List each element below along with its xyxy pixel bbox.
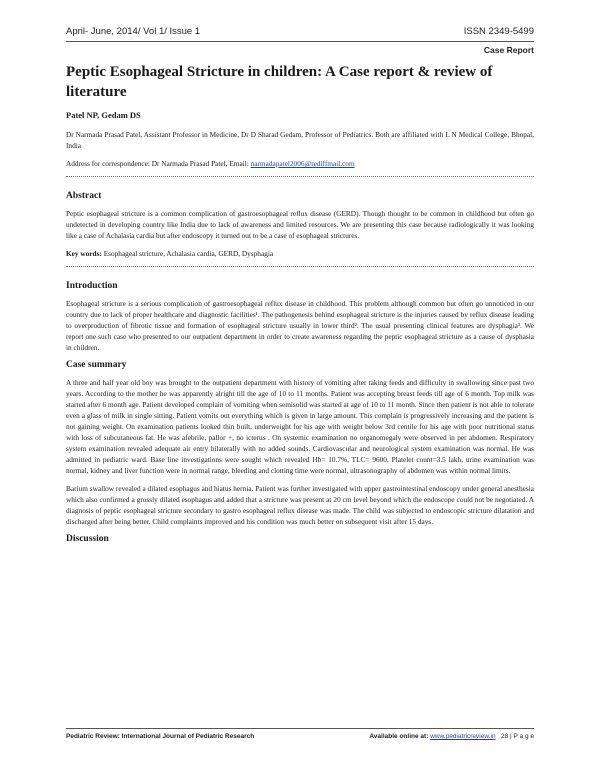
case-summary-heading: Case summary bbox=[66, 360, 127, 370]
journal-name: Pediatric Review: International Journal of Pediatric Research bbox=[66, 733, 255, 740]
correspondence bbox=[66, 158, 534, 169]
correspondence-label: Address for correspondence: Dr Narmada Prasad Patel, Email: bbox=[66, 159, 251, 168]
issn: ISSN 2349-5499 bbox=[463, 26, 534, 37]
header-rule bbox=[66, 41, 534, 42]
dotted-divider bbox=[66, 266, 534, 267]
case-summary-para-1: A three and half year old boy was brought to the outpatient department with history of vomiting after taking feeds and difficulty in swallowing since past two years. According to the mother he was apparently alright till the age of 10 to 11 months. Patient was accepting breast feeds till age of 6 month. Top milk was started after 6 month age. Patient developed complain of vomiting when semisolid was started at age of 10 to 11 month. Since then patient is not able to tolerate even a glass of milk in single sitting. Patient vomits out everything which is given in large amount. This complain is progressively increasing and the patient is not gaining weight. On examination patients looked thin built, underweight for his age with weight below 3rd centile for his age with poor nutritional status with loss of subcutaneous fat. He was afebrile, pallor +, no icterus . On systemic examination no organomegaly were observed in per abdomen. Respiratory system examination revealed adequate air entry bilaterally with no added sounds. Cardiovascular and neurological system examination was normal. He was admitted in pediatric ward. Base line investigations were sought which revealed Hb= 10.7%, TLC= 9600, Platelet count=3.5 lakh, urine examination was normal, kidney and liver function were in normal range, bleeding and clotting time were normal, ultrasonography of abdomen was within normal limits. bbox=[66, 378, 534, 475]
footer-right bbox=[369, 733, 534, 740]
case-summary-para-2: Barium swallow revealed a dilated esophagus and hiatus hernia. Patient was further investigated with upper gastrointestinal endoscopy under general anesthesia which also confirmed a grossly dilated esophagus and added that a stricture was present at 20 cm level beyond which the endoscope could not be negotiated. A diagnosis of peptic esophageal stricture secondary to gastro esophageal reflux disease was made. The child was subjected to endoscopic stricture dilatation and discharged after being better. Child complaints improved and his condition was much better on subsequent visit after 15 days. bbox=[66, 484, 534, 526]
abstract-heading: Abstract bbox=[66, 191, 102, 201]
abstract-text: Peptic esophageal stricture is a common complication of gastroesophageal reflux disease (GERD). Though thought to be common in childhood but often go undetected in developing country like India due to lack of awareness and limited resources. We are presenting this case because radiologically it was looking like a case of Achalasia cardia but after endoscopy it turned out to be a case of esophageal strictures. bbox=[66, 209, 534, 240]
introduction-heading: Introduction bbox=[66, 281, 118, 291]
article-title: Peptic Esophageal Stricture in children: A Case report & review of literature bbox=[66, 64, 493, 100]
article-body bbox=[66, 62, 534, 551]
authors: Patel NP, Gedam DS bbox=[66, 110, 141, 120]
article-type: Case Report bbox=[483, 45, 534, 55]
correspondence-email-link[interactable]: narmadapatel2006@rediffmail.com bbox=[250, 159, 355, 168]
keywords-list: Esophageal stricture, Achalasia cardia, GERD, Dysphagia bbox=[101, 249, 274, 258]
discussion-heading: Discussion bbox=[66, 534, 109, 544]
dotted-divider bbox=[66, 176, 534, 177]
available-label: Available online at: bbox=[369, 733, 431, 740]
journal-url-link[interactable]: www.pediatricreview.in bbox=[430, 733, 496, 740]
issue-info: April- June, 2014/ Vol 1/ Issue 1 bbox=[66, 26, 201, 37]
keywords-label: Key words: bbox=[66, 249, 102, 258]
keywords bbox=[66, 248, 534, 259]
page-number: 28 | P a g e bbox=[500, 733, 534, 740]
affiliation: Dr Narmada Prasad Patel, Assistant Professor in Medicine, Dr D Sharad Gedam, Professor of Pediatrics. Both are affiliated with L N Medical College, Bhopal, India bbox=[66, 130, 534, 150]
introduction-text: Esophageal stricture is a serious complication of gastroesophageal reflux disease in childhood. This problem although common but often go unnoticed in our country due to lack of proper healthcare and diagnostic facilities¹. The pathogenesis behind esophageal stricture is the injuries caused by reflux disease leading to overproduction of fibrotic tissue and formation of esophageal stricture usually in lower third². The usual presenting clinical features are dysphagia³. We report one such case who presented to our outpatient department in order to create awareness regarding the peptic esophageal stricture as a cause of dysphasia in children. bbox=[66, 299, 534, 352]
footer-rule bbox=[66, 728, 534, 729]
